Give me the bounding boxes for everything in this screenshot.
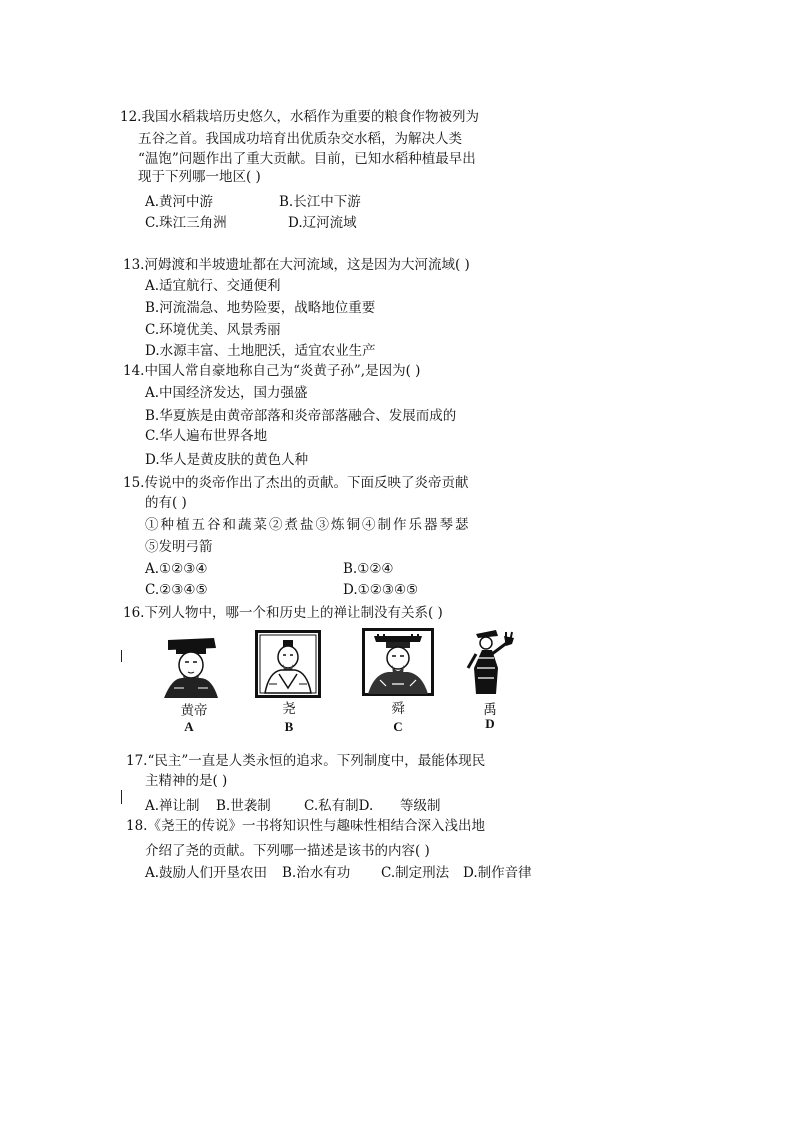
- q18-option-c: C.制定刑法: [381, 865, 450, 881]
- figure-b-letter: B: [284, 719, 294, 734]
- q14-option-c: C.华人遍布世界各地: [145, 428, 268, 444]
- q15-stem-line-2: 的有( ): [145, 495, 187, 511]
- q14-option-d: D.华人是黄皮肤的黄色人种: [145, 452, 309, 468]
- q18-option-a: A.鼓励人们开垦农田: [145, 865, 268, 881]
- q13-option-a: A.适宜航行、交通便利: [145, 278, 281, 294]
- q12-stem-line-2: 五谷之首。我国成功培育出优质杂交水稻，为解决人类: [138, 131, 462, 147]
- q18-option-d: D.制作音律: [463, 865, 532, 881]
- q17-option-b: B.世袭制: [216, 798, 271, 814]
- q15-option-a: A.①②③④: [145, 561, 208, 577]
- q13-stem: 13.河姆渡和半坡遗址都在大河流域，这是因为大河流域( ): [123, 257, 470, 273]
- figure-a-name: 黄帝: [180, 703, 208, 719]
- figure-a-letter: A: [184, 719, 194, 734]
- figure-c-letter: C: [393, 719, 403, 734]
- figure-d-letter: D: [485, 716, 495, 731]
- q13-option-d: D.水源丰富、土地肥沃，适宜农业生产: [145, 343, 376, 359]
- yu-figure: [462, 624, 520, 696]
- q12-option-d: D.辽河流域: [288, 215, 357, 231]
- q18-stem-line-1: 18.《尧王的传说》一书将知识性与趣味性相结合深入浅出地: [126, 818, 485, 834]
- q12-option-b: B.长江中下游: [279, 194, 361, 210]
- q18-option-b: B.治水有功: [282, 865, 351, 881]
- q17-option-c: C.私有制D.: [304, 798, 374, 814]
- q12-option-c: C.珠江三角洲: [145, 215, 227, 231]
- yao-portrait: [255, 630, 321, 698]
- figure-b-name: 尧: [282, 701, 296, 717]
- q17-stem-line-1: 17.“民主”一直是人类永恒的追求。下列制度中，最能体现民: [126, 753, 486, 769]
- q13-option-c: C.环境优美、风景秀丽: [145, 322, 281, 338]
- q13-option-b: B.河流湍急、地势险要，战略地位重要: [145, 300, 376, 316]
- q17-stem-line-2: 主精神的是( ): [145, 773, 228, 789]
- q15-items-line-2: ⑤发明弓箭: [145, 539, 213, 555]
- q15-stem-line-1: 15.传说中的炎帝作出了杰出的贡献。下面反映了炎帝贡献: [123, 475, 469, 491]
- q14-option-b: B.华夏族是由黄帝部落和炎帝部落融合、发展而成的: [145, 408, 457, 424]
- margin-mark: [121, 790, 122, 804]
- q15-option-d: D.①②③④⑤: [343, 582, 419, 598]
- q18-stem-line-2: 介绍了尧的贡献。下列哪一描述是该书的内容( ): [145, 843, 430, 859]
- figure-c-name: 舜: [391, 701, 405, 717]
- figure-d-name: 禹: [483, 702, 497, 718]
- q16-stem: 16.下列人物中，哪一个和历史上的禅让制没有关系( ): [123, 605, 443, 621]
- q12-stem-line-4: 现于下列哪一地区( ): [138, 169, 261, 185]
- shun-portrait: [362, 628, 434, 696]
- q15-option-c: C.②③④⑤: [145, 582, 208, 598]
- q14-stem: 14.中国人常自豪地称自己为“炎黄子孙”,是因为( ): [123, 363, 421, 379]
- q15-option-b: B.①②④: [343, 561, 394, 577]
- q14-option-a: A.中国经济发达，国力强盛: [145, 385, 308, 401]
- q12-stem-line-3: “温饱”问题作出了重大贡献。目前，已知水稻种植最早出: [138, 151, 476, 167]
- q15-items-line-1: ①种植五谷和蔬菜②煮盐③炼铜④制作乐器琴瑟: [145, 517, 471, 533]
- q12-stem-line-1: 12.我国水稻栽培历史悠久，水稻作为重要的粮食作物被列为: [120, 109, 479, 125]
- huangdi-portrait: [158, 632, 224, 698]
- q17-option-d: 等级制: [400, 798, 441, 814]
- q12-option-a: A.黄河中游: [145, 194, 214, 210]
- margin-mark: [121, 650, 122, 662]
- q17-option-a: A.禅让制: [145, 798, 200, 814]
